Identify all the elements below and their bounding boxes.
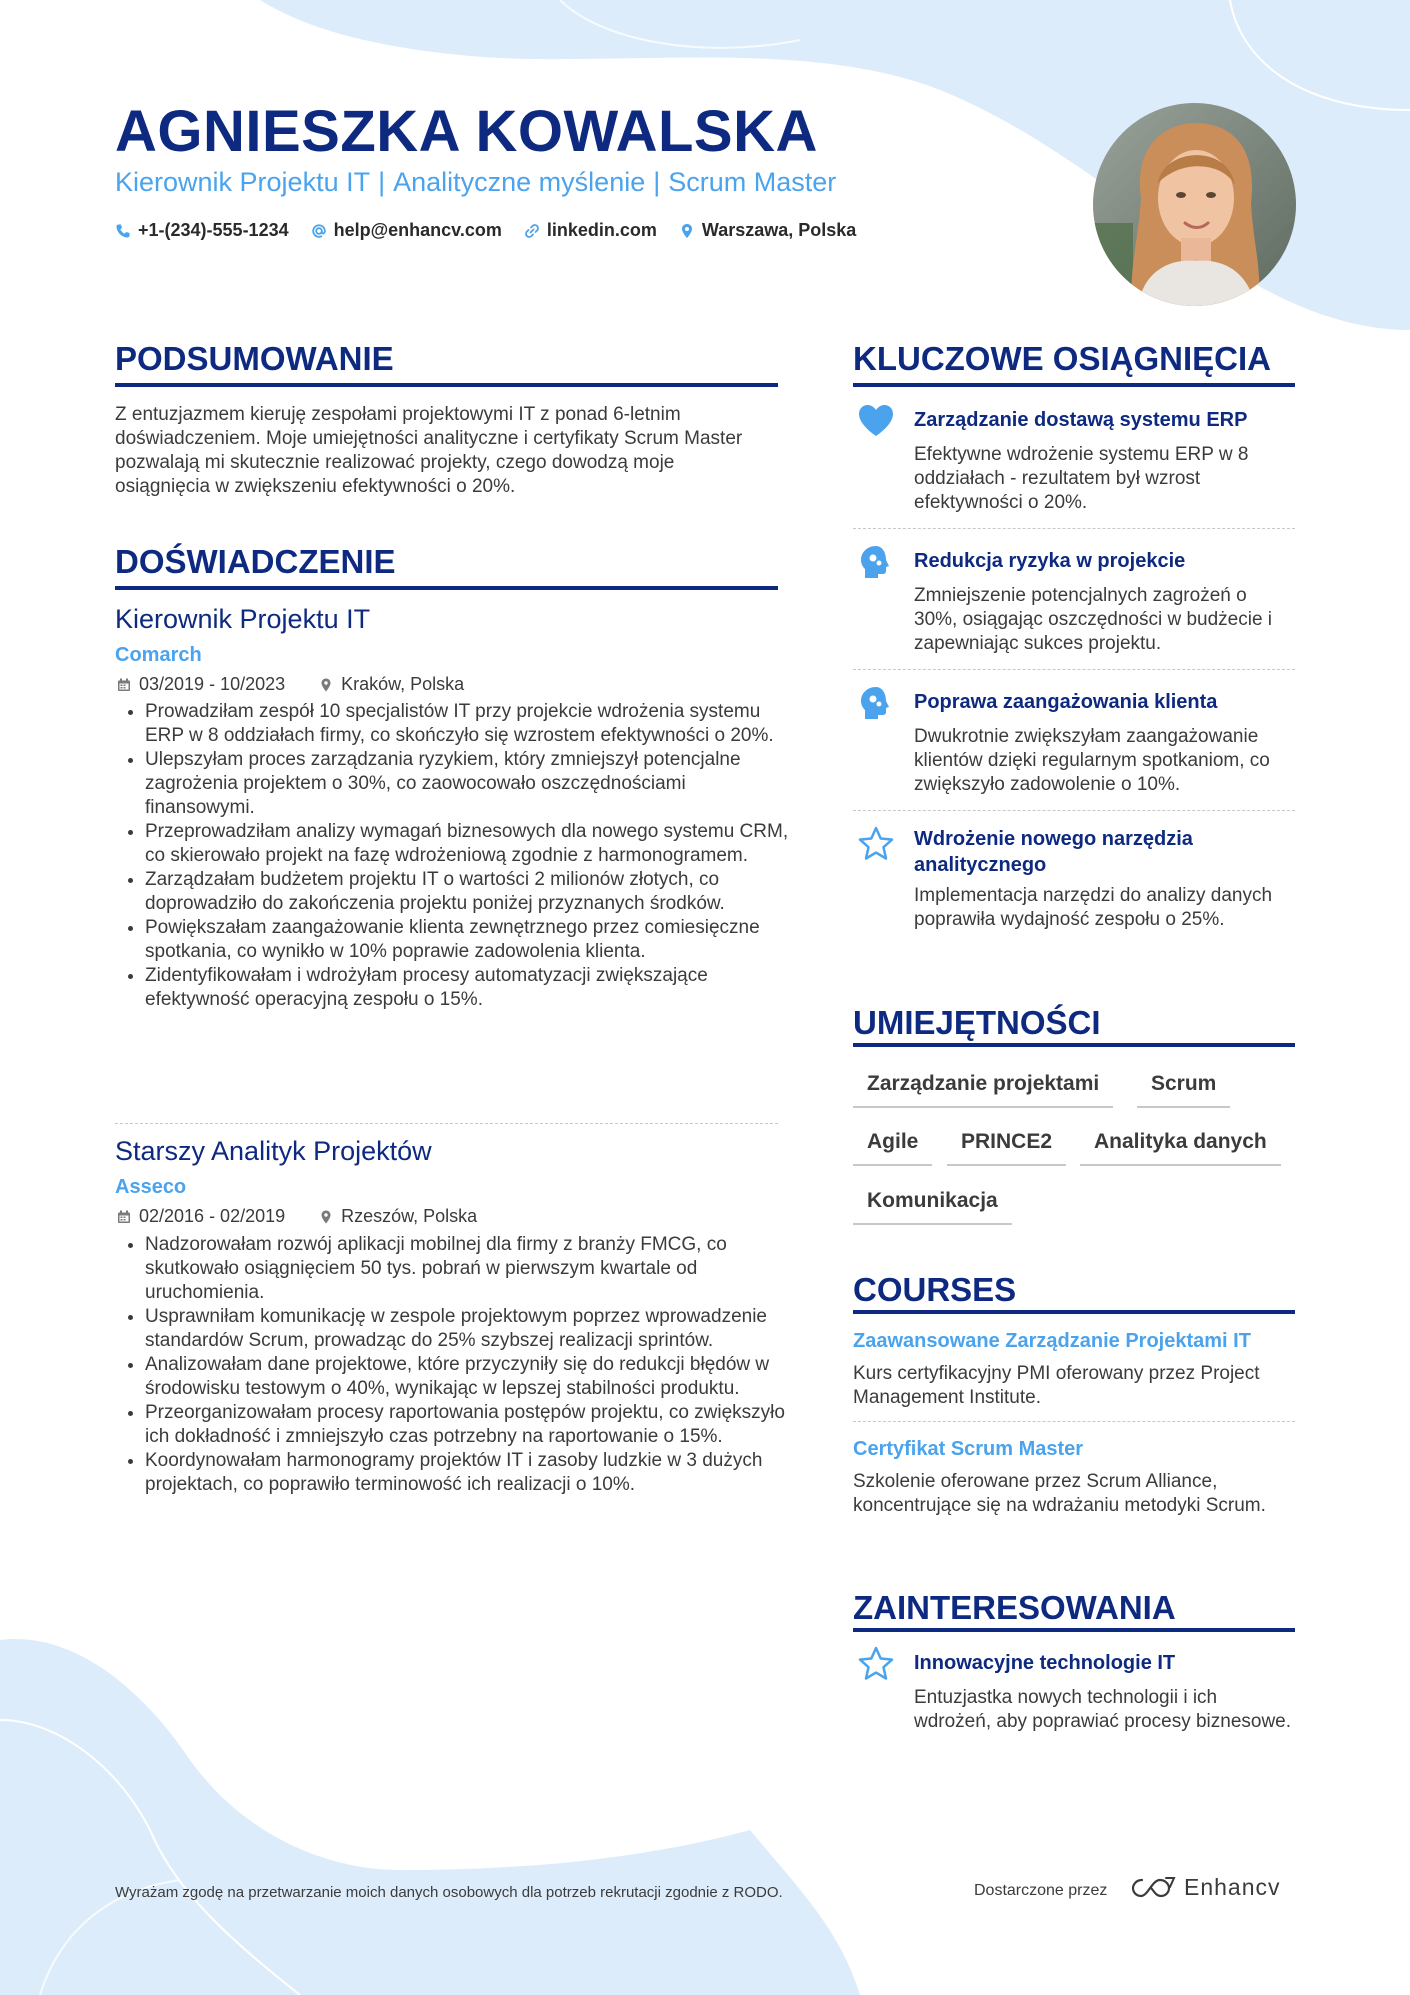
star-icon	[856, 824, 896, 864]
skill-tag: Komunikacja	[853, 1189, 1012, 1225]
job-dates: 02/2016 - 02/2019	[139, 1206, 286, 1226]
skill-tag: PRINCE2	[947, 1130, 1066, 1166]
bullet-item: • Usprawniłam komunikację w zespole projektowym poprzez wprowadzenie standardów Scrum, prowadząc do 25% szybszej realizacji sprintów.	[145, 1305, 795, 1353]
contact-location	[679, 220, 856, 241]
headline-part: Analityczne myślenie	[393, 167, 646, 197]
interests-heading: ZAINTERESOWANIA	[853, 1589, 1176, 1626]
achievement-desc: Zmniejszenie potencjalnych zagrożeń o 30%, osiągając oszczędności w budżecie i zapewniając sukces projektu.	[914, 585, 1273, 654]
job-location: Kraków, Polska	[341, 674, 465, 694]
powered-by-label: Dostarczone przez	[974, 1882, 1108, 1899]
bullet-item: • Przeorganizowałam procesy raportowania postępów projektu, co zwiększyło ich dokładność i zmniejszyło czas potrzebny na raportowanie o 15%.	[145, 1401, 795, 1449]
enhancv-logo-icon	[1130, 1875, 1176, 1901]
achievement-title: Wdrożenie nowego narzędzia analitycznego	[914, 828, 1193, 876]
courses-rule	[853, 1310, 1295, 1314]
at-icon	[311, 223, 327, 239]
candidate-name: AGNIESZKA KOWALSKA	[115, 99, 818, 164]
bullet-item: • Zarządzałam budżetem projektu IT o wartości 2 milionów złotych, co doprowadziło do zakończenia projektu poniżej przyznanych środków.	[145, 868, 795, 916]
headline-part: Scrum Master	[668, 167, 837, 197]
link-icon	[524, 223, 540, 239]
head-icon	[856, 683, 896, 723]
bullet-item: • Przeprowadziłam analizy wymagań biznesowych dla nowego systemu CRM, co skierowało projekt na fazę wdrożeniową zgodnie z harmonogramem.	[145, 820, 795, 868]
achievement-desc: Dwukrotnie zwiększyłam zaangażowanie klientów dzięki regularnym spotkaniom, co zwiększyło zadowolenie o 10%.	[914, 726, 1270, 795]
course-desc: Szkolenie oferowane przez Scrum Alliance, koncentrujące się na wdrażaniu metodyki Scrum.	[853, 1471, 1266, 1516]
achievement-divider	[853, 528, 1295, 529]
course-divider	[853, 1421, 1295, 1422]
location-pin-icon	[319, 1210, 333, 1224]
company-name: Comarch	[115, 644, 202, 666]
company-name: Asseco	[115, 1176, 187, 1198]
skill-tag: Analityka danych	[1080, 1130, 1281, 1166]
achievement-title: Zarządzanie dostawą systemu ERP	[914, 409, 1248, 431]
bullet-item: • Koordynowałam harmonogramy projektów IT i zasoby ludzkie w 3 dużych projektach, co poprawiło terminowość ich realizacji o 10%.	[145, 1449, 795, 1497]
job-dates: 03/2019 - 10/2023	[139, 674, 286, 694]
bullet-item: • Ulepszyłam proces zarządzania ryzykiem, który zmniejszył potencjalne zagrożenia projektem o 30%, co zaowocowało oszczędnościami finansowymi.	[145, 748, 795, 820]
skill-tag: Zarządzanie projektami	[853, 1072, 1113, 1108]
experience-heading: DOŚWIADCZENIE	[115, 543, 396, 580]
skills-heading: UMIEJĘTNOŚCI	[853, 1004, 1101, 1041]
achievement-title: Redukcja ryzyka w projekcie	[914, 550, 1186, 572]
head-icon	[856, 542, 896, 582]
skill-tag: Scrum	[1137, 1072, 1230, 1108]
achievement-desc: Implementacja narzędzi do analizy danych poprawiła wydajność zespołu o 25%.	[914, 885, 1273, 930]
contact-email[interactable]	[311, 220, 502, 241]
course-desc: Kurs certyfikacyjny PMI oferowany przez Project Management Institute.	[853, 1363, 1260, 1408]
achievement-title: Poprawa zaangażowania klienta	[914, 691, 1218, 713]
bullet-item: • Analizowałam dane projektowe, które przyczyniły się do redukcji błędów w środowisku testowym o 40%, wynikając w lepszej stabilności produktu.	[145, 1353, 795, 1401]
portrait-illustration	[1093, 103, 1296, 306]
headline-separator: |	[378, 167, 386, 197]
skills-rule	[853, 1043, 1295, 1047]
location-text: Warszawa, Polska	[701, 220, 857, 240]
contact-phone[interactable]	[115, 220, 289, 241]
bullet-item: • Powiększałam zaangażowanie klienta zewnętrznego przez comiesięczne spotkania, co wynikło w 10% poprawie zadowolenia klienta.	[145, 916, 795, 964]
interest-title: Innowacyjne technologie IT	[914, 1652, 1176, 1674]
bullet-item: • Nadzorowałam rozwój aplikacji mobilnej dla firmy z branży FMCG, co skutkowało osiągnięciem 50 tys. pobrań w pierwszym kwartale od uruchomienia.	[145, 1233, 795, 1305]
linkedin-text: linkedin.com	[546, 220, 657, 240]
interest-desc: Entuzjastka nowych technologii i ich wdrożeń, aby poprawiać procesy biznesowe.	[914, 1687, 1292, 1732]
experience-rule	[115, 586, 778, 590]
contact-linkedin[interactable]	[524, 220, 657, 241]
courses-heading: COURSES	[853, 1271, 1017, 1308]
bullet-item: • Prowadziłam zespół 10 specjalistów IT przy projekcie wdrożenia systemu ERP w 8 oddziałach firmy, co skończyło się wzrostem efektywności o 20%.	[145, 700, 795, 748]
star-icon	[856, 1644, 896, 1684]
headline-separator: |	[653, 167, 661, 197]
email-text: help@enhancv.com	[333, 220, 502, 240]
achievement-divider	[853, 669, 1295, 670]
enhancv-logo-text: Enhancv	[1184, 1874, 1281, 1900]
job-meta	[117, 1206, 477, 1227]
location-pin-icon	[679, 223, 695, 239]
summary-heading: PODSUMOWANIE	[115, 340, 394, 377]
job-meta	[117, 674, 464, 695]
job-bullets	[117, 1233, 795, 1497]
contact-row	[115, 220, 856, 241]
phone-text: +1-(234)-555-1234	[138, 220, 289, 240]
headline-part: Kierownik Projektu IT	[115, 167, 371, 197]
course-title: Zaawansowane Zarządzanie Projektami IT	[853, 1330, 1251, 1352]
location-pin-icon	[319, 678, 333, 692]
job-divider	[115, 1123, 778, 1124]
heart-icon	[856, 401, 896, 441]
phone-icon	[115, 223, 131, 239]
summary-text: Z entuzjazmem kieruję zespołami projektowymi IT z ponad 6-letnim doświadczeniem. Moje umiejętności analityczne i certyfikaty Scrum Master pozwalają mi skutecznie realizować projekty, czego dowodzą moje osiągnięcia w zwiększeniu efektywności o 20%.	[115, 404, 743, 497]
interests-rule	[853, 1628, 1295, 1632]
profile-photo	[1093, 103, 1296, 306]
achievement-divider	[853, 810, 1295, 811]
job-title: Starszy Analityk Projektów	[115, 1136, 432, 1166]
achievement-desc: Efektywne wdrożenie systemu ERP w 8 oddziałach - rezultatem był wzrost efektywności o 20%.	[914, 444, 1249, 513]
job-title: Kierownik Projektu IT	[115, 604, 371, 634]
headline	[115, 167, 836, 198]
calendar-icon	[117, 678, 131, 692]
bullet-item: • Zidentyfikowałam i wdrożyłam procesy automatyzacji zwiększające efektywność operacyjną zespołu o 15%.	[145, 964, 795, 1012]
skill-tag: Agile	[853, 1130, 932, 1166]
course-title: Certyfikat Scrum Master	[853, 1438, 1084, 1460]
calendar-icon	[117, 1210, 131, 1224]
job-location: Rzeszów, Polska	[341, 1206, 478, 1226]
enhancv-logo[interactable]	[1130, 1874, 1281, 1901]
job-bullets	[117, 700, 795, 1012]
consent-note: Wyrażam zgodę na przetwarzanie moich danych osobowych dla potrzeb rekrutacji zgodnie z RODO.	[115, 1884, 783, 1901]
achievements-heading: KLUCZOWE OSIĄGNIĘCIA	[853, 340, 1271, 377]
summary-rule	[115, 383, 778, 387]
achievements-rule	[853, 383, 1295, 387]
